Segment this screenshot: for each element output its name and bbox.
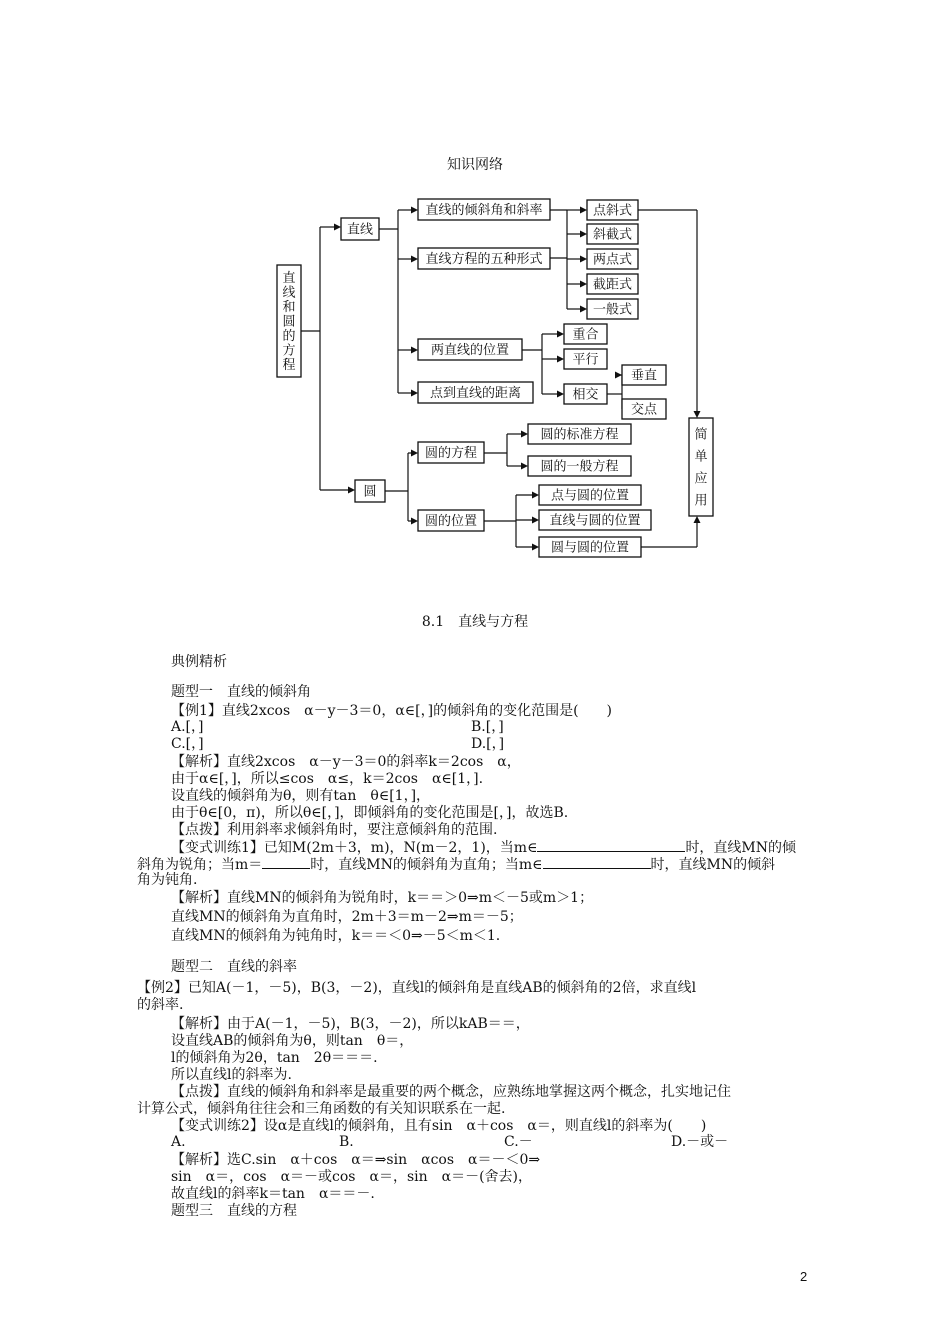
svg-text:点与圆的位置: 点与圆的位置 [550,488,630,504]
heading-examples: 典例精析 [171,654,227,670]
exercise-2-option-c: C.－ [504,1134,533,1150]
svg-text:方: 方 [282,343,296,359]
node-circle-position [418,510,484,531]
answer-blank [262,855,310,869]
node-line [341,218,379,240]
solution-1-line-3: 设直线的倾斜角为θ，则有tan θ∈[1，]， [171,788,431,804]
root-node [277,265,301,377]
svg-text:的: 的 [282,329,296,345]
svg-text:简: 简 [694,427,708,443]
node-position-2 [539,510,651,530]
node-intersection-point [622,399,666,419]
exercise-2-option-b: B. [339,1134,354,1150]
node-form-3 [587,249,638,269]
svg-text:圆的一般方程: 圆的一般方程 [540,459,619,475]
node-form-2 [587,224,638,244]
node-form-5 [587,299,638,319]
svg-text:垂直: 垂直 [630,368,658,384]
exercise-1-line-3: 角为钝角. [137,872,198,888]
exercise-1-text-d: 时，直线MN的倾斜角为直角；当m∈ [310,857,543,873]
svg-text:截距式: 截距式 [592,277,633,293]
svg-text:重合: 重合 [572,327,599,343]
answer-blank [537,838,685,852]
svg-text:平行: 平行 [572,352,599,368]
option-c: C.[，] [171,736,204,752]
solution-ex2-line-3: 故直线l的斜率k＝tan α＝＝－. [171,1186,375,1202]
solution-1-line-1: 【解析】直线2xcos α－y－3＝0的斜率k＝2cos α， [171,754,521,770]
node-circle-general [528,456,631,476]
svg-text:点到直线的距离: 点到直线的距离 [429,386,522,401]
example-1: 【例1】直线2xcos α－y－3＝0，α∈[，]的倾斜角的变化范围是( ) [171,703,613,719]
node-slope [418,199,550,220]
exercise-1-text-b: 时，直线MN的倾 [685,840,797,856]
node-circle-equation [418,442,484,463]
node-application [689,418,713,516]
svg-text:圆与圆的位置: 圆与圆的位置 [550,540,630,556]
solution-ex1-line-3: 直线MN的倾斜角为钝角时，k＝＝＜0⇒－5＜m＜1. [171,928,501,944]
node-circle [355,480,385,502]
exercise-2-option-d: D.－或－ [671,1134,729,1150]
node-perpendicular [622,365,666,385]
exercise-2-option-a: A. [171,1134,186,1150]
page-number: 2 [800,1269,808,1284]
svg-text:两直线的位置: 两直线的位置 [430,343,510,358]
solution-1-line-2: 由于α∈[，]，所以≤cos α≤，k＝2cos α∈[1，]. [171,771,484,787]
svg-text:直: 直 [282,270,296,286]
svg-text:单: 单 [694,449,708,465]
node-form-1 [587,200,638,220]
svg-text:交点: 交点 [630,402,658,418]
svg-text:用: 用 [694,493,708,509]
heading-type-1: 题型一 直线的倾斜角 [171,684,311,700]
node-relation-3 [564,384,607,404]
svg-text:直线方程的五种形式: 直线方程的五种形式 [425,252,543,267]
option-d: D.[，] [471,736,505,752]
solution-2-line-1: 【解析】由于A(－1，－5)，B(3，－2)，所以kAB＝＝， [171,1016,530,1032]
exercise-1-line-2 [137,855,775,874]
svg-text:两点式: 两点式 [592,252,633,268]
node-circle-standard [528,424,631,444]
node-position-3 [539,537,641,557]
answer-blank [543,855,651,869]
exercise-2: 【变式训练2】设α是直线l的倾斜角，且有sin α＋cos α＝，则直线l的斜率为( ) [171,1118,707,1134]
option-a: A.[，] [171,719,204,735]
heading-type-2: 题型二 直线的斜率 [171,959,297,975]
example-2-line-1: 【例2】已知A(－1，－5)，B(3，－2)，直线l的倾斜角是直线AB的倾斜角的2倍，求直线l [137,980,697,996]
svg-text:圆: 圆 [282,314,296,330]
svg-text:直线的倾斜角和斜率: 直线的倾斜角和斜率 [425,203,543,218]
tip-2-line-1: 【点拨】直线的倾斜角和斜率是最重要的两个概念，应熟练地掌握这两个概念，扎实地记住 [171,1084,731,1100]
solution-2-line-2: 设直线AB的倾斜角为θ，则tan θ＝， [171,1033,414,1049]
svg-text:一般式: 一般式 [592,302,633,318]
svg-text:应: 应 [694,471,708,487]
exercise-1-text-c: 斜角为锐角；当m＝ [137,857,263,873]
heading-type-3: 题型三 直线的方程 [171,1203,297,1219]
exercise-1-text-e: 时，直线MN的倾斜 [650,857,776,873]
solution-ex1-line-1: 【解析】直线MN的倾斜角为锐角时，k＝＝＞0⇒m＜－5或m＞1； [171,890,594,906]
exercise-1-text-a: 【变式训练1】已知M(2m＋3，m)，N(m－2，1)，当m∈ [171,840,538,856]
svg-text:斜截式: 斜截式 [592,227,633,243]
node-two-lines [418,339,522,360]
node-distance [418,382,533,403]
node-relation-2 [564,349,607,369]
svg-text:圆的标准方程: 圆的标准方程 [540,427,619,443]
svg-text:直线与圆的位置: 直线与圆的位置 [549,513,641,529]
solution-ex2-line-2: sin α＝，cos α＝－或cos α＝，sin α＝－(舍去)， [171,1169,533,1185]
section-title: 8.1 直线与方程 [421,614,529,630]
knowledge-network-diagram [0,0,950,600]
solution-2-line-3: l的倾斜角为2θ，tan 2θ＝＝＝. [171,1050,378,1066]
svg-text:圆的方程: 圆的方程 [424,446,478,461]
node-form-4 [587,274,638,294]
example-2-line-2: 的斜率. [137,997,184,1013]
svg-text:直线: 直线 [346,222,374,238]
network-title: 知识网络 [447,157,503,173]
node-relation-1 [564,324,607,344]
option-b: B.[，] [471,719,504,735]
tip-1: 【点拨】利用斜率求倾斜角时，要注意倾斜角的范围. [171,822,498,838]
solution-1-line-4: 由于θ∈[0，π)，所以θ∈[，]，即倾斜角的变化范围是[，]，故选B. [171,805,569,821]
svg-text:和: 和 [282,299,296,315]
solution-ex1-line-2: 直线MN的倾斜角为直角时，2m＋3＝m－2⇒m＝－5； [171,909,523,925]
node-position-1 [539,485,641,505]
node-five-forms [418,248,550,269]
solution-2-line-4: 所以直线l的斜率为. [171,1067,292,1083]
svg-text:程: 程 [282,358,296,374]
svg-text:相交: 相交 [572,387,599,403]
svg-text:圆的位置: 圆的位置 [424,514,478,529]
tip-2-line-2: 计算公式，倾斜角往往会和三角函数的有关知识联系在一起. [137,1101,506,1117]
solution-ex2-line-1: 【解析】选C.sin α＋cos α＝⇒sin αcos α＝－＜0⇒ [171,1152,541,1168]
svg-text:线: 线 [282,285,296,301]
svg-text:点斜式: 点斜式 [592,203,633,219]
svg-text:圆: 圆 [363,484,377,500]
